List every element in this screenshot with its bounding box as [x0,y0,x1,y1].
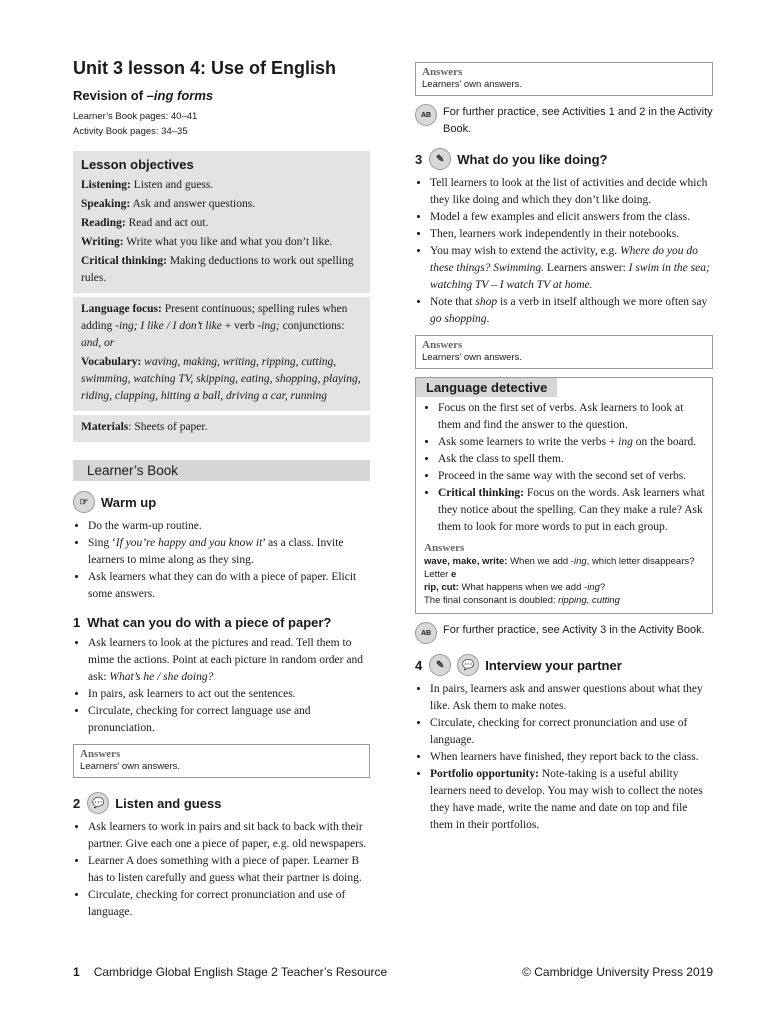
vocabulary: Vocabulary: waving, making, writing, ripping, cutting, swimming, watching TV, skipping, eating, shopping, playing, riding, clapping, hitting a ball, driving a car, running [81,356,361,402]
answers-box [415,62,713,96]
speaking-icon: 💬 [457,654,479,676]
section-title: Listen and guess [115,795,222,811]
materials-box [73,415,370,442]
answers-text: Learners’ own answers. [422,352,522,363]
list-item: • Note that shop is a verb in itself although we more often say go shopping. [430,294,713,328]
answers-label: Answers [424,542,465,554]
further-practice-2 [415,622,713,644]
language-detective-box [415,377,713,614]
list-item: • Critical thinking: Focus on the words. Ask learners what they notice about the spelling. Can they make a rule? Ask them to look for more words to put in each group. [438,485,706,536]
answers-label: Answers [80,748,121,760]
answers-label: Answers [422,339,463,351]
language-focus-box [73,297,370,411]
section-title: What do you like doing? [457,151,608,167]
further-practice-1 [415,104,713,138]
lesson-objectives-box [73,151,370,293]
list-item: • Ask learners to look at the pictures and read. Tell them to mime the actions. Point at each picture in random order and ask: What’s he / she doing? [88,635,370,686]
section-number: 3 [415,151,423,167]
list-item: • Focus on the first set of verbs. Ask learners to look at them and find the answer to the question. [438,400,706,434]
section-number: 2 [73,795,81,811]
section-1-heading [73,615,370,630]
language-detective-heading: Language detective [416,378,557,397]
list-item: • Model a few examples and elicit answers from the class. [430,209,713,226]
list-item: • Sing ‘If you’re happy and you know it’ as a class. Invite learners to mime along as they sing. [88,535,370,569]
further-practice-text: For further practice, see Activities 1 and 2 in the Activity Book. [443,106,713,135]
section-3-list [415,175,713,328]
section-2-list [73,819,370,921]
activity-book-pages: Activity Book pages: 34–35 [73,126,188,137]
answers-text: Learners’ own answers. [422,79,522,90]
subtitle-prefix: Revision of – [73,88,154,103]
section-title: Interview your partner [485,657,622,673]
warm-up-title: Warm up [101,494,157,510]
answers-text: Learners’ own answers. [80,761,180,772]
warm-up-icon: ☞ [73,491,95,513]
lesson-objectives-heading: Lesson objectives [81,157,194,172]
right-column [415,62,713,834]
list-item: • Proceed in the same way with the second set of verbs. [438,468,706,485]
footer-copyright: © Cambridge University Press 2019 [522,965,713,979]
activity-book-icon: AB [415,104,437,126]
list-item: • You may wish to extend the activity, e.g. Where do you do these things? Swimming. Learners answer: I swim in the sea; watching TV – I watch TV at home. [430,243,713,294]
page-title: Unit 3 lesson 4: Use of English [73,58,337,78]
objective-reading: Reading: Read and act out. [81,217,209,229]
further-practice-text: For further practice, see Activity 3 in the Activity Book. [443,624,705,636]
section-number: 4 [415,657,423,673]
page-footer [73,965,713,979]
objective-critical-thinking: Critical thinking: Making deductions to work out spelling rules. [81,255,354,284]
list-item: • In pairs, learners ask and answer questions about what they like. Ask them to make notes. [430,681,713,715]
learners-book-heading: Learner’s Book [73,460,370,481]
section-1-list [73,635,370,737]
page-number: 1 [73,965,80,979]
answers-label: Answers [422,66,463,78]
speaking-icon: 💬 [87,792,109,814]
list-item: • In pairs, ask learners to act out the sentences. [88,686,370,703]
answer-line: The final consonant is doubled: ripping, cutting [424,595,620,606]
section-4-list [415,681,713,834]
answers-box [73,744,370,778]
activity-book-icon: AB [415,622,437,644]
list-item: • Ask some learners to write the verbs + ing on the board. [438,434,706,451]
answer-line: wave, make, write: When we add -ing, which letter disappears? [424,556,695,567]
section-number: 1 [73,615,81,630]
list-item: • Circulate, checking for correct pronunciation and use of language. [88,887,370,921]
subtitle-italic: ing forms [153,88,214,103]
lesson-subtitle [73,88,370,103]
section-3-heading [415,148,713,170]
list-item: • Do the warm-up routine. [88,518,370,535]
answers-box [415,335,713,369]
warm-up-heading [73,491,370,513]
list-item: • Circulate, checking for correct pronunciation and use of language. [430,715,713,749]
language-focus: Language focus: Present continuous; spelling rules when adding -ing; I like / I don’t like + verb -ing; conjunctions: and, or [81,303,348,349]
list-item: • Ask the class to spell them. [438,451,706,468]
answer-line: Letter e [424,569,457,580]
list-item: • Tell learners to look at the list of activities and decide which they like doing and which they don’t like doing. [430,175,713,209]
writing-icon: ✎ [429,148,451,170]
list-item: • Then, learners work independently in their notebooks. [430,226,713,243]
writing-icon: ✎ [429,654,451,676]
objective-writing: Writing: Write what you like and what you don’t like. [81,236,333,248]
materials: Materials: Sheets of paper. [81,421,208,433]
left-column [73,58,370,921]
footer-title: Cambridge Global English Stage 2 Teacher’s Resource [93,965,388,979]
section-title: What can you do with a piece of paper? [87,615,332,630]
objective-speaking: Speaking: Ask and answer questions. [81,198,256,210]
list-item: • When learners have finished, they report back to the class. [430,749,713,766]
section-4-heading [415,654,713,676]
learners-book-pages: Learner’s Book pages: 40–41 [73,111,198,122]
list-item: • Circulate, checking for correct language use and pronunciation. [88,703,370,737]
language-detective-list [416,400,712,536]
objective-listening: Listening: Listen and guess. [81,179,214,191]
list-item: • Ask learners to work in pairs and sit back to back with their partner. Give each one a piece of paper, e.g. old newspapers. [88,819,370,853]
list-item: • Learner A does something with a piece of paper. Learner B has to listen carefully and guess what their partner is doing. [88,853,370,887]
list-item: • Portfolio opportunity: Note-taking is a useful ability learners need to develop. You may wish to collect the notes they have made, write the name and date on top and file them in their portfolios. [430,766,713,834]
answer-line: rip, cut: What happens when we add -ing? [424,582,606,593]
section-2-heading [73,792,370,814]
footer-left [73,965,387,979]
list-item: • Ask learners what they can do with a piece of paper. Elicit some answers. [88,569,370,603]
warm-up-list [73,518,370,603]
